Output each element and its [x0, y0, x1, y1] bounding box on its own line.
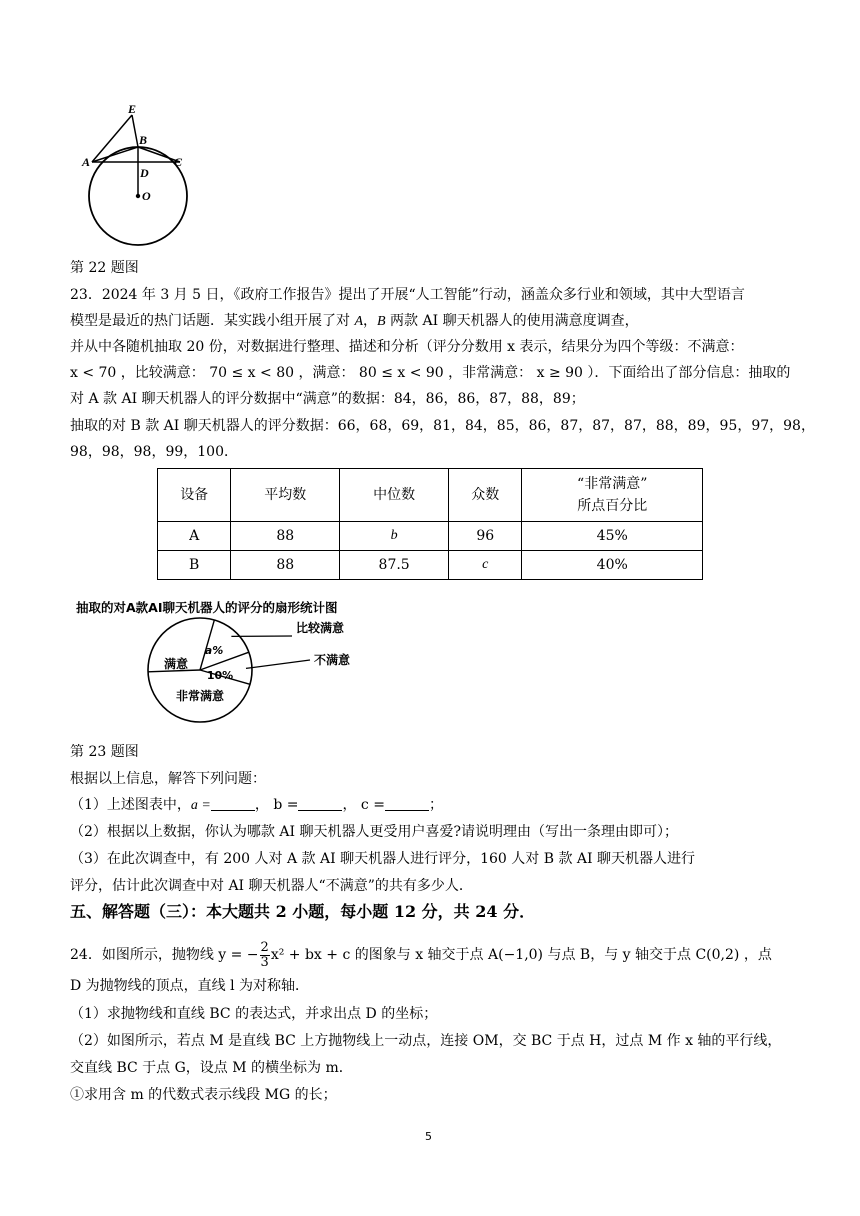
q23-line-2: [70, 311, 639, 332]
header-mean: 平均数: [231, 469, 340, 522]
table-row: [158, 522, 703, 551]
q23-line-6: 抽取的对 B 款 AI 聊天机器人的评分数据：66，68，69，81，84，85，86，87，87，87，88，89，95，97，98，: [70, 418, 815, 434]
q23-sub-1: [70, 795, 443, 816]
pie-leader-line: [246, 660, 310, 668]
header-very-satisfied-line-2: 所点百分比: [577, 498, 648, 514]
q24-line-4: （2）如图所示，若点 M 是直线 BC 上方抛物线上一动点，连接 OM，交 BC 于点 H，过点 M 作 x 轴的平行线，: [70, 1033, 782, 1049]
fraction-numerator: 2: [260, 939, 269, 955]
q24-line-5: 交直线 BC 于点 G，设点 M 的横坐标为 m．: [70, 1060, 353, 1076]
table-cell: 40%: [522, 551, 703, 580]
table-cell: 45%: [522, 522, 703, 551]
header-very-satisfied: [522, 469, 703, 522]
table-cell: b: [340, 522, 449, 551]
header-mode: 众数: [449, 469, 522, 522]
pie-slice-label: 非常满意: [175, 689, 225, 703]
header-median: 中位数: [340, 469, 449, 522]
label-b: B: [139, 133, 148, 147]
q23-line-4: x < 70 ，比较满意： 70 ≤ x < 80 ，满意： 80 ≤ x < 90 ，非常满意： x ≥ 90 ）．下面给出了部分信息：抽取的: [70, 365, 791, 381]
section-5-heading: 五、解答题（三）：本大题共 2 小题，每小题 12 分，共 24 分．: [70, 902, 536, 921]
label-o: O: [142, 189, 151, 203]
q23-sub-1-prefix: （1）上述图表中，: [70, 797, 191, 813]
q24-line-1-a: 24．如图所示，抛物线 y = −: [70, 947, 259, 963]
line-eb: [132, 115, 138, 147]
header-device: 设备: [158, 469, 231, 522]
figure-22: [80, 100, 200, 260]
fraction-two-thirds: [260, 941, 270, 970]
label-a: A: [82, 155, 91, 169]
figure-23-caption: 第 23 题图: [70, 744, 139, 760]
q23-sub-3-line-2: 评分，估计此次调查中对 AI 聊天机器人“不满意”的共有多少人．: [70, 878, 473, 894]
blank-c[interactable]: [385, 796, 429, 811]
q23-line-1: 23．2024 年 3 月 5 日，《政府工作报告》提出了开展“人工智能”行动，涵盖众多行业和领域，其中大型语言: [70, 287, 745, 303]
table-cell: c: [449, 551, 522, 580]
q23-line-2-text-c: 两款 AI 聊天机器人的使用满意度调查，: [385, 313, 639, 329]
label-e: E: [128, 102, 137, 116]
figure-22-caption: 第 22 题图: [70, 260, 139, 276]
q23-sub-3-line-1: （3）在此次调查中，有 200 人对 A 款 AI 聊天机器人进行评分，160 人对 B 款 AI 聊天机器人进行: [70, 851, 695, 867]
fraction-denominator: 3: [260, 954, 269, 970]
q23-device-b: B: [377, 314, 386, 329]
q23-intro: 根据以上信息，解答下列问题：: [70, 771, 266, 787]
blank-a[interactable]: [211, 796, 255, 811]
label-d: D: [140, 166, 149, 180]
pie-slice-label: 比较满意: [296, 621, 345, 635]
q24-line-2: D 为抛物线的顶点，直线 l 为对称轴．: [70, 978, 310, 994]
blank-a-label: a =: [190, 798, 211, 813]
table-cell: 87.5: [340, 551, 449, 580]
q24-line-1-b: x² + bx + c 的图象与 x 轴交于点 A(−1,0) 与点 B，与 y 轴交于点 C(0,2) ，点: [270, 947, 772, 963]
pie-value-label: a%: [204, 644, 224, 657]
point-o: [136, 194, 140, 198]
blank-b-label: ， b =: [254, 797, 299, 813]
q23-line-5: 对 A 款 AI 聊天机器人的评分数据中“满意”的数据：84，86，86，87，88，89；: [70, 391, 585, 407]
table-cell: 88: [231, 522, 340, 551]
table-cell: 96: [449, 522, 522, 551]
pie-value-label: 10%: [206, 669, 234, 682]
q24-line-6: ①求用含 m 的代数式表示线段 MG 的长；: [70, 1087, 337, 1103]
header-very-satisfied-line-1: “非常满意”: [577, 476, 648, 492]
q24-line-3: （1）求抛物线和直线 BC 的表达式，并求出点 D 的坐标；: [70, 1006, 438, 1022]
statistics-table: [157, 468, 703, 580]
q23-sub-1-end: ；: [428, 797, 443, 813]
q23-line-2-comma: ，: [363, 313, 378, 329]
table-header-row: [158, 469, 703, 522]
q23-sub-2: （2）根据以上数据，你认为哪款 AI 聊天机器人更受用户喜爱?请说明理由（写出一条理由即可）；: [70, 824, 678, 840]
q24-line-1: [70, 937, 772, 973]
q23-line-7: 98，98，98，99，100．: [70, 444, 238, 460]
blank-c-label: ， c =: [342, 797, 385, 813]
pie-slice-label: 不满意: [314, 653, 351, 667]
q23-line-2-text-a: 模型是最近的热门话题．某实践小组开展了对: [70, 313, 355, 329]
q23-device-a: A: [354, 314, 364, 329]
table-cell: A: [158, 522, 231, 551]
pie-slice-label: 满意: [163, 657, 189, 671]
q23-line-3: 并从中各随机抽取 20 份，对数据进行整理、描述和分析（评分分数用 x 表示，结果分为四个等级：不满意：: [70, 339, 744, 355]
table-cell: 88: [231, 551, 340, 580]
blank-b[interactable]: [298, 796, 342, 811]
page-number: 5: [425, 1130, 432, 1143]
table-cell: B: [158, 551, 231, 580]
pie-chart: [140, 612, 351, 728]
pie-chart-title: 抽取的对A款AI聊天机器人的评分的扇形统计图: [76, 600, 338, 615]
label-c: C: [174, 155, 183, 169]
table-row: [158, 551, 703, 580]
